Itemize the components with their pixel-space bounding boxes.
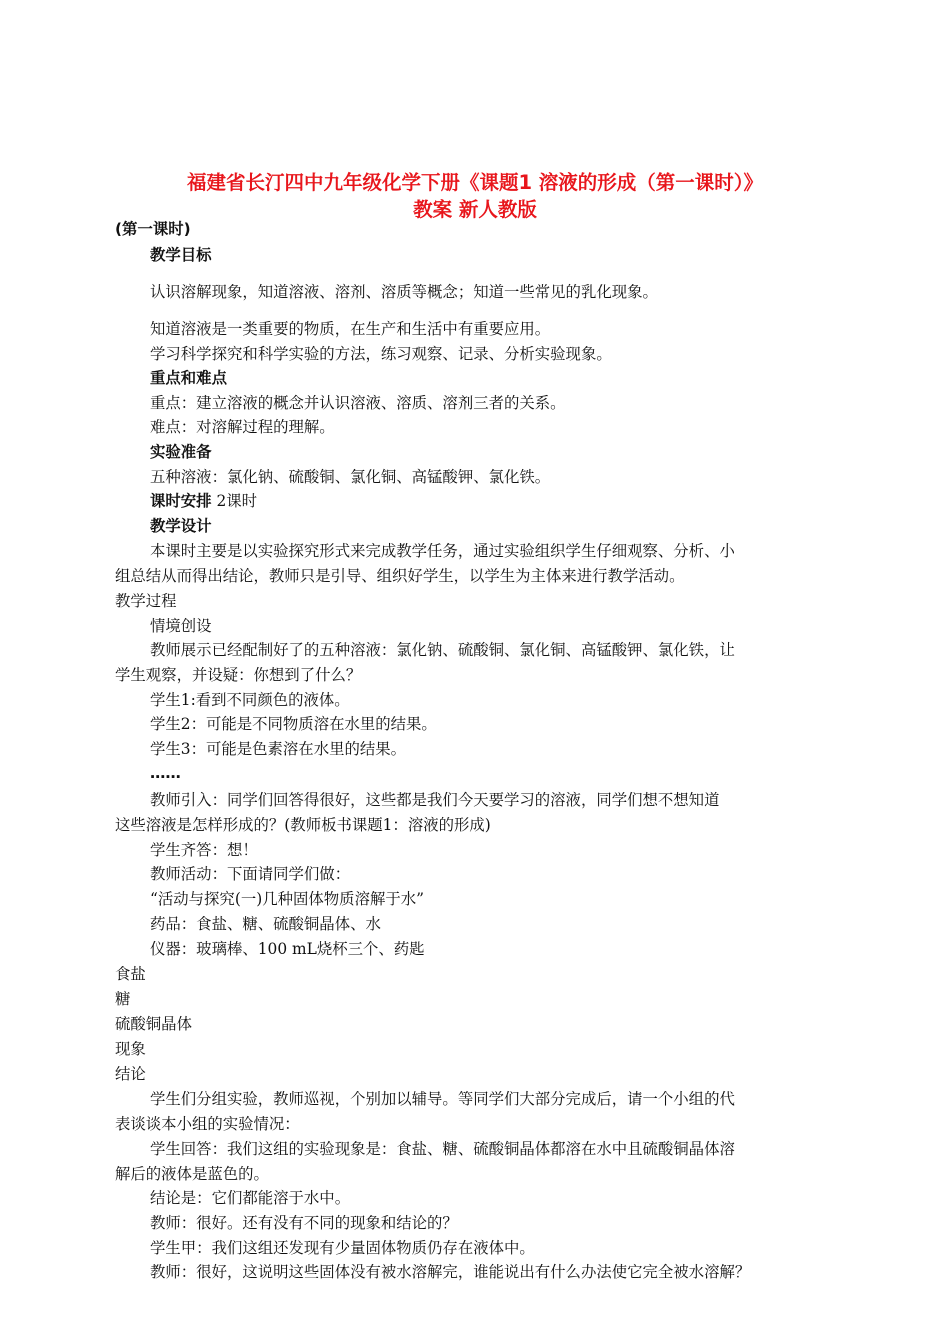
paragraph-line: 五种溶液：氯化钠、硫酸铜、氯化铜、高锰酸钾、氯化铁。	[150, 468, 551, 486]
paragraph-line: 药品：食盐、糖、硫酸铜晶体、水	[150, 915, 381, 933]
paragraph-line: 教师活动：下面请同学们做：	[150, 865, 351, 883]
paragraph-line: 仪器：玻璃棒、100 mL烧杯三个、药匙	[150, 940, 425, 958]
paragraph-line: 教师展示已经配制好了的五种溶液：氯化钠、硫酸铜、氯化铜、高锰酸钾、氯化铁，让	[150, 641, 735, 659]
paragraph-line: 学生观察，并设疑：你想到了什么？	[115, 666, 362, 684]
paragraph-line: 学生甲：我们这组还发现有少量固体物质仍存在液体中。	[150, 1239, 535, 1257]
document-title-line-2: 教案 新人教版	[413, 198, 537, 221]
paragraph-line: 结论是：它们都能溶于水中。	[150, 1189, 351, 1207]
paragraph-line: 解后的液体是蓝色的。	[115, 1165, 269, 1183]
schedule-line	[150, 491, 257, 511]
table-label: 结论	[115, 1065, 146, 1083]
paragraph-line: 组总结从而得出结论，教师只是引导、组织好学生，以学生为主体来进行教学活动。	[115, 567, 685, 585]
paragraph-line: 教师：很好。还有没有不同的现象和结论的？	[150, 1214, 458, 1232]
paragraph-line: 学习科学探究和科学实验的方法，练习观察、记录、分析实验现象。	[150, 345, 612, 363]
paragraph-line: 这些溶液是怎样形成的？(教师板书课题1：溶液的形成)	[115, 816, 491, 834]
paragraph-line: 认识溶解现象，知道溶液、溶剂、溶质等概念；知道一些常见的乳化现象。	[150, 283, 658, 301]
paragraph-line: 表谈谈本小组的实验情况：	[115, 1115, 300, 1133]
section-heading-design: 教学设计	[150, 517, 212, 535]
section-heading-preparation: 实验准备	[150, 443, 212, 461]
paragraph-line: 教师引入：同学们回答得很好，这些都是我们今天要学习的溶液，同学们想不想知道	[150, 791, 720, 809]
table-label: 糖	[115, 990, 131, 1008]
section-heading-process: 教学过程	[115, 592, 177, 610]
paragraph-line: 教师：很好，这说明这些固体没有被水溶解完，谁能说出有什么办法使它完全被水溶解？	[150, 1263, 751, 1281]
section-heading-key-points: 重点和难点	[150, 369, 227, 387]
paragraph-line: 学生齐答：想！	[150, 841, 258, 859]
paragraph-line: 重点：建立溶液的概念并认识溶液、溶质、溶剂三者的关系。	[150, 394, 566, 412]
paragraph-line: “活动与探究(一)几种固体物质溶解于水”	[150, 890, 424, 908]
section-heading-objectives: 教学目标	[150, 246, 212, 264]
document-title-line-1: 福建省长汀四中九年级化学下册《课题1 溶液的形成（第一课时）》	[186, 171, 764, 194]
paragraph-line: 学生们分组实验，教师巡视，个别加以辅导。等同学们大部分完成后，请一个小组的代	[150, 1090, 735, 1108]
paragraph-line: 本课时主要是以实验探究形式来完成教学任务，通过实验组织学生仔细观察、分析、小	[150, 542, 735, 560]
paragraph-line: 知道溶液是一类重要的物质，在生产和生活中有重要应用。	[150, 320, 551, 338]
table-label: 硫酸铜晶体	[115, 1015, 192, 1033]
paragraph-line: 学生回答：我们这组的实验现象是：食盐、糖、硫酸铜晶体都溶在水中且硫酸铜晶体溶	[150, 1140, 735, 1158]
lesson-period-label: (第一课时)	[115, 220, 191, 238]
paragraph-line: 学生3：可能是色素溶在水里的结果。	[150, 740, 407, 758]
paragraph-line: 学生2：可能是不同物质溶在水里的结果。	[150, 715, 437, 733]
section-heading-schedule: 课时安排	[150, 492, 212, 510]
subheading-scenario: 情境创设	[150, 617, 212, 635]
schedule-value: 2课时	[211, 492, 258, 510]
paragraph-line: 难点：对溶解过程的理解。	[150, 418, 335, 436]
ellipsis-line: ……	[150, 764, 181, 782]
table-label: 现象	[115, 1040, 146, 1058]
table-label: 食盐	[115, 965, 146, 983]
paragraph-line: 学生1:看到不同颜色的液体。	[150, 691, 350, 709]
